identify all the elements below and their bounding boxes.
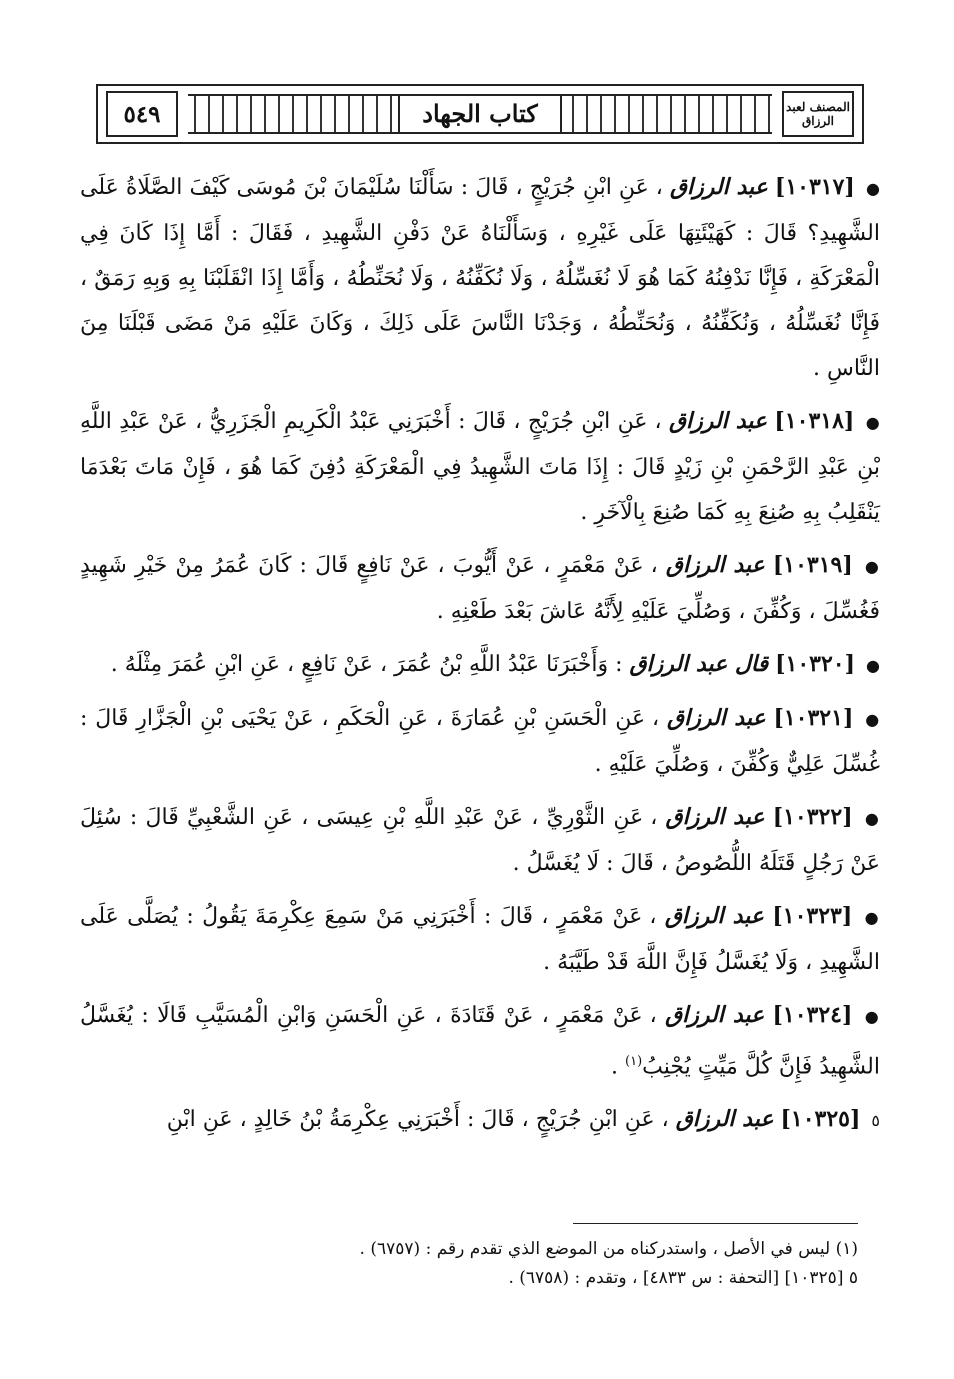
hadith-number: [١٠٣٢٥] [780,1106,861,1133]
page-header [96,84,864,144]
hadith-number: [١٠٣٢٤] [772,1002,853,1028]
hadith-paragraph [80,165,880,391]
hadith-paragraph [80,795,880,886]
hadith-marker: ● [864,809,880,828]
narrator-name: عبد الرزاق [665,552,765,578]
footnote-ref: (١) [625,1054,643,1069]
hadith-marker: ● [866,656,880,675]
hadith-marker: ● [865,179,880,198]
hadith-marker: ● [864,557,881,576]
hadith-text: ، عَنْ مَعْمَرٍ ، قَالَ : أَخْبَرَنِي مَنْ سَمِعَ عِكْرِمَةَ يَقُولُ : يُصَلَّى عَلَى الشَّهِيدِ ، وَلَا يُغَسَّلُ فَإِنَّ اللَّهَ قَدْ طَيَّبَهُ . [80,904,880,975]
footnote-line: ٥ [١٠٣٢٥] [التحفة : س ٤٨٣٣] ، وتقدم : (٦٧٥٨) . [508,1268,858,1288]
hadith-paragraph [80,696,880,787]
hadith-text: ، عَنِ ابْنِ جُرَيْجٍ ، قَالَ : أَخْبَرَنِي عَبْدُ الْكَرِيمِ الْجَزَرِيُّ ، عَنْ عَبْدِ اللَّهِ بْنِ عَبْدِ الرَّحْمَنِ بْنِ زَيْدٍ قَالَ : إِذَا مَاتَ الشَّهِيدُ فِي الْمَعْرَكَةِ دُفِنَ كَمَا هُوَ ، فَإِنْ مَاتَ بَعْدَمَا يَنْقَلِبُ بِهِ صُنِعَ بِهِ كَمَا صُنِعَ بِالْآخَرِ . [80,409,880,525]
hadith-marker: ● [865,710,881,729]
hadith-text: ، عَنْ مَعْمَرٍ ، عَنْ أَيُّوبَ ، عَنْ نَافِعٍ قَالَ : كَانَ عُمَرُ مِنْ خَيْرِ شَهِيدٍ فَغُسِّلَ ، وَكُفِّنَ ، وَصُلِّيَ عَلَيْهِ لِأَنَّهُ عَاشَ بَعْدَ طَعْنِهِ . [80,553,880,624]
page-body [80,165,880,1151]
narrator-name: قال عبد الرزاق [629,651,769,677]
narrator-name: عبد الرزاق [675,1106,774,1133]
hadith-text: ، عَنْ مَعْمَرٍ ، عَنْ قَتَادَةَ ، عَنِ الْحَسَنِ وَابْنِ الْمُسَيَّبِ قَالَا : يُغَسَّلُ الشَّهِيدُ فَإِنَّ كُلَّ مَيِّتٍ يُجْنِبُ [80,1003,880,1080]
hadith-paragraph [80,399,880,535]
hadith-number: [١٠٣٢١] [773,705,854,731]
hadith-number: [١٠٣١٩] [772,552,853,578]
narrator-name: عبد الرزاق [665,804,765,830]
narrator-name: عبد الرزاق [669,174,768,200]
hadith-text: ، عَنِ الْحَسَنِ بْنِ عُمَارَةَ ، عَنِ الْحَكَمِ ، عَنْ يَحْيَى بْنِ الْجَزَّارِ قَالَ : غُسِّلَ عَلِيٌّ وَكُفِّنَ ، وَصُلِّيَ عَلَيْهِ . [80,706,880,777]
hadith-marker: ● [864,1007,881,1026]
narrator-name: عبد الرزاق [665,1002,765,1028]
narrator-name: عبد الرزاق [668,408,768,434]
series-seal-logo [782,91,854,137]
footnotes [78,1235,858,1293]
hadith-paragraph [80,543,880,634]
hadith-paragraph [80,642,880,688]
hadith-number: [١٠٣١٧] [774,174,855,200]
series-seal-text: المصنف لعبد الرزاق [786,100,850,128]
footnote-line: (١) ليس في الأصل ، واستدركناه من الموضع الذي تقدم رقم : (٦٧٥٧) . [359,1239,858,1259]
hadith-text-end: . [611,1054,626,1080]
hadith-number: [١٠٣٢٠] [775,651,856,677]
hadith-number: [١٠٣٢٣] [772,903,853,929]
narrator-name: عبد الرزاق [667,705,766,731]
hadith-paragraph [80,1097,880,1143]
hadith-text: ، عَنِ الثَّوْرِيِّ ، عَنْ عَبْدِ اللَّهِ بْنِ عِيسَى ، عَنِ الشَّعْبِيِّ قَالَ : سُئِلَ عَنْ رَجُلٍ قَتَلَهُ اللُّصُوصُ ، قَالَ : لَا يُغَسَّلُ . [80,805,880,876]
hadith-marker: ٥ [871,1111,880,1131]
narrator-name: عبد الرزاق [664,903,764,929]
hadith-number: [١٠٣١٨] [774,408,855,434]
hadith-number: [١٠٣٢٢] [772,804,853,830]
hadith-text: : وَأَخْبَرَنَا عَبْدُ اللَّهِ بْنُ عُمَرَ ، عَنْ نَافِعٍ ، عَنِ ابْنِ عُمَرَ مِثْلَهُ . [110,652,623,677]
hadith-text: ، عَنِ ابْنِ جُرَيْجٍ ، قَالَ : أَخْبَرَنِي عِكْرِمَةُ بْنُ خَالِدٍ ، عَنِ ابْنِ [166,1107,669,1133]
page-number-box [106,91,178,137]
book-title: كتاب الجهاد [398,96,561,132]
hadith-paragraph [80,993,880,1089]
footnote-divider [573,1223,858,1224]
hadith-marker: ● [864,908,881,927]
page-number: ٥٤٩ [123,100,161,128]
header-ornament [188,94,772,134]
hadith-text: ، عَنِ ابْنِ جُرَيْجٍ ، قَالَ : سَأَلْنَا سُلَيْمَانَ بْنَ مُوسَى كَيْفَ الصَّلَاةُ عَلَى الشَّهِيدِ؟ قَالَ : كَهَيْئَتِهَا عَلَى غَيْرِهِ ، وَسَأَلْنَاهُ عَنْ دَفْنِ الشَّهِيدِ ، فَقَالَ : أَمَّا إِذَا كَانَ فِي الْمَعْرَكَةِ ، فَإِنَّا نَدْفِنُهُ كَمَا هُوَ لَا نُغَسِّلُهُ ، وَلَا نُكَفِّنُهُ ، وَلَا نُحَنِّطُهُ ، وَأَمَّا إِذَا انْقَلَبْنَا بِهِ وَبِهِ رَمَقٌ ، فَإِنَّا نُغَسِّلُهُ ، وَنُكَفِّنُهُ ، وَنُحَنِّطُهُ ، وَجَدْنَا النَّاسَ عَلَى ذَلِكَ ، وَكَانَ عَلَيْهِ مَنْ مَضَى قَبْلَنَا مِنَ النَّاسِ . [80,175,880,381]
hadith-paragraph [80,894,880,985]
hadith-marker: ● [865,413,881,432]
